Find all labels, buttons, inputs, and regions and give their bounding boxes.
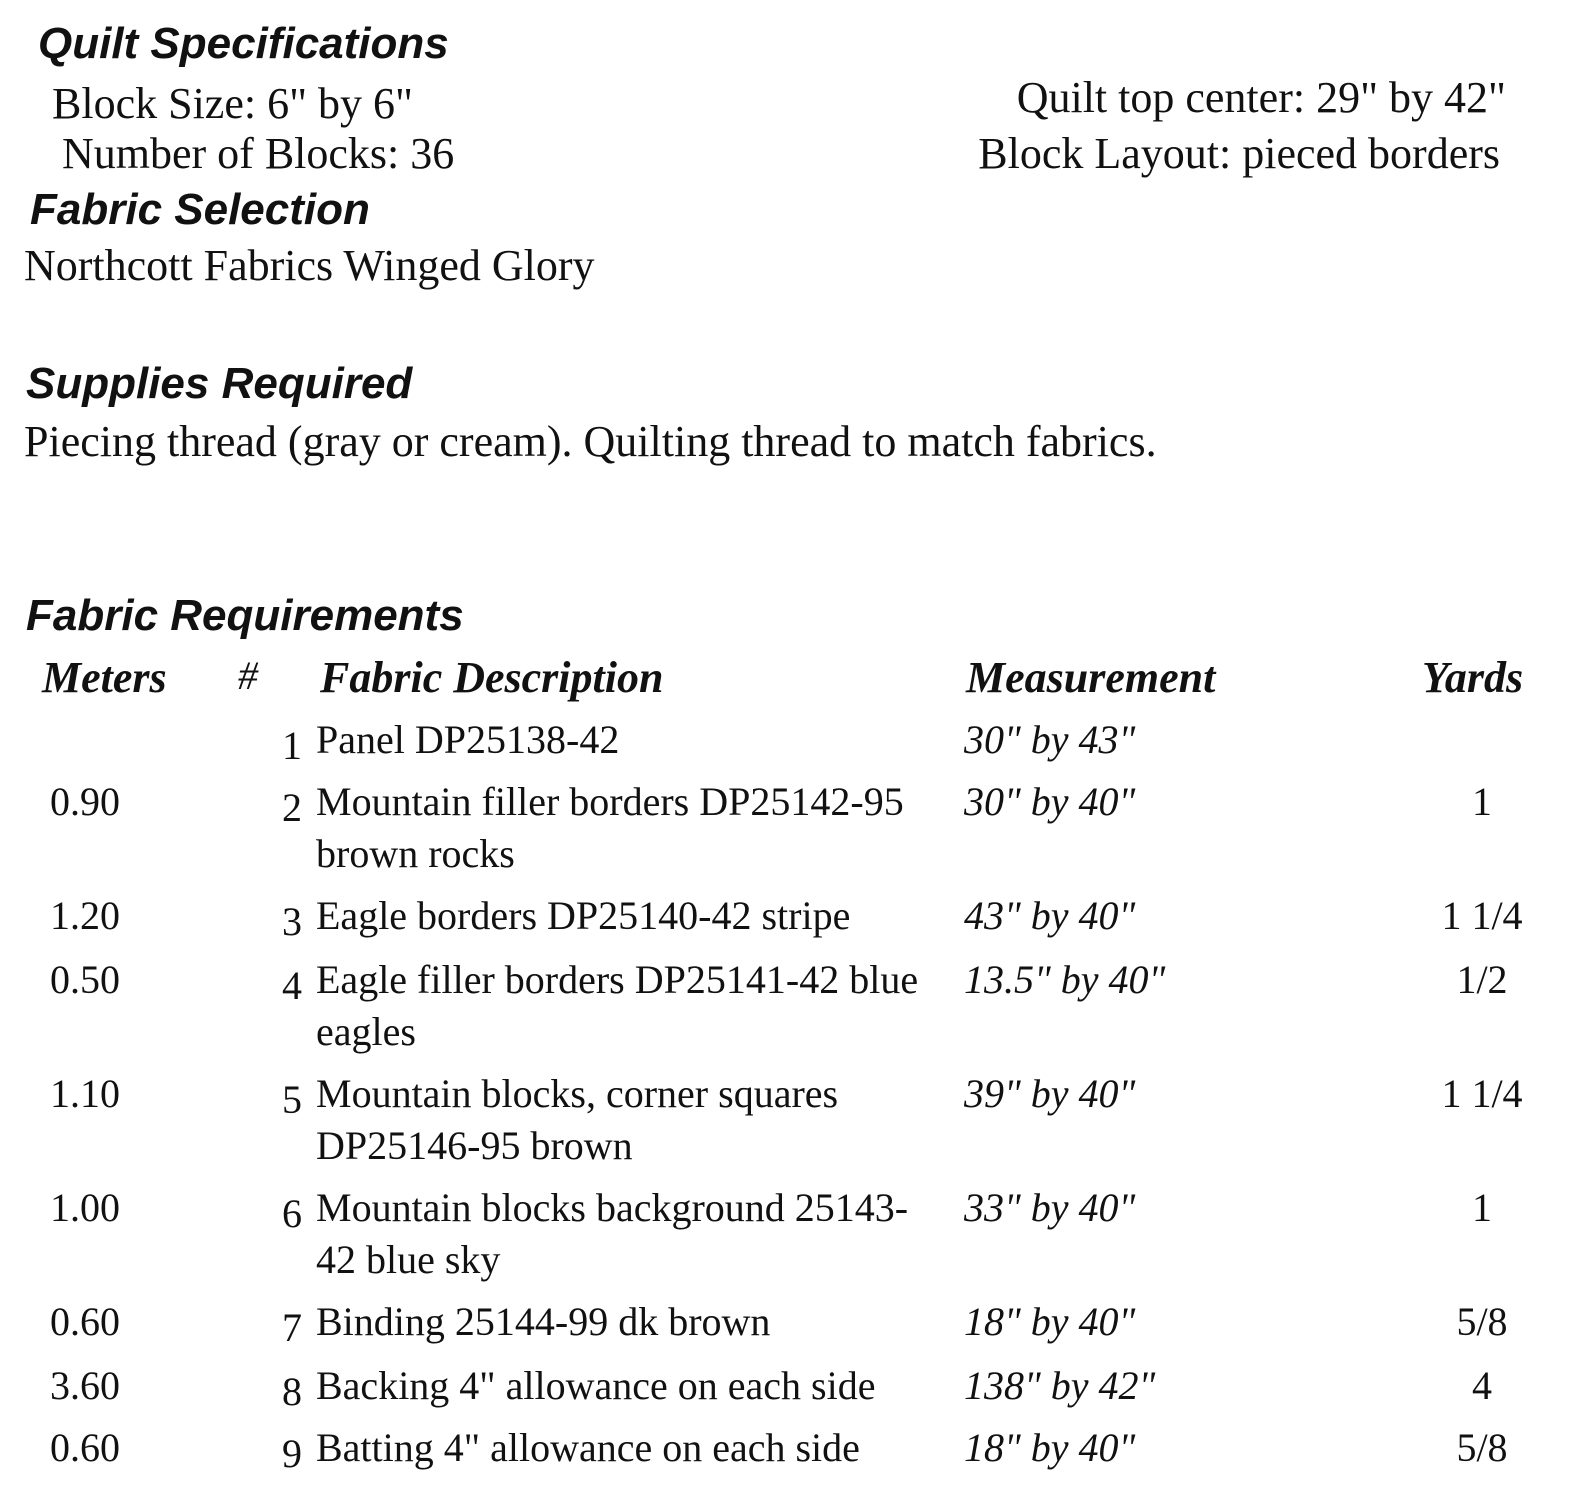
measurement-cell: 33" by 40" [964, 1185, 1136, 1230]
block-size: Block Size: 6" by 6" [52, 79, 414, 128]
yards-cell: 5/8 [1456, 1425, 1508, 1470]
meters-cell: 1.00 [50, 1185, 120, 1230]
table-row [0, 1360, 1588, 1414]
meters-cell: 0.60 [50, 1299, 120, 1344]
description-cell: Eagle filler borders DP25141-42 blue eagles [316, 957, 919, 1054]
description-cell: Mountain filler borders DP25142-95 brown rocks [316, 779, 904, 876]
table-row [0, 1068, 1588, 1168]
table-row [0, 890, 1588, 944]
measurement-cell: 18" by 40" [964, 1425, 1136, 1470]
description-cell: Panel DP25138-42 [316, 717, 620, 762]
number-cell: 5 [282, 1077, 302, 1122]
column-header-measurement: Measurement [966, 653, 1216, 702]
fabric-selection-heading: Fabric Selection [30, 185, 370, 234]
supplies-required-text: Piecing thread (gray or cream). Quilting thread to match fabrics. [24, 417, 1157, 466]
measurement-cell: 43" by 40" [964, 893, 1136, 938]
meters-cell: 3.60 [50, 1363, 120, 1408]
description-cell: Eagle borders DP25140-42 stripe [316, 893, 851, 938]
meters-cell: 1.10 [50, 1071, 120, 1116]
quilt-specifications-heading: Quilt Specifications [38, 19, 449, 68]
number-cell: 2 [282, 785, 302, 830]
table-row [0, 776, 1588, 876]
fabric-selection-text: Northcott Fabrics Winged Glory [24, 241, 595, 290]
yards-cell: 1/2 [1456, 957, 1508, 1002]
measurement-cell: 18" by 40" [964, 1299, 1136, 1344]
description-cell: Batting 4" allowance on each side [316, 1425, 860, 1470]
number-cell: 9 [282, 1431, 302, 1476]
description-cell: Backing 4" allowance on each side [316, 1363, 876, 1408]
yards-cell: 4 [1472, 1363, 1492, 1408]
quilt-top-center: Quilt top center: 29" by 42" [1016, 73, 1506, 122]
table-row [0, 1182, 1588, 1282]
number-cell: 3 [282, 899, 302, 944]
table-row [0, 954, 1588, 1054]
meters-cell: 0.90 [50, 779, 120, 824]
number-of-blocks: Number of Blocks: 36 [62, 129, 455, 178]
measurement-cell: 39" by 40" [964, 1071, 1136, 1116]
column-header-description: Fabric Description [320, 653, 664, 702]
number-cell: 8 [282, 1369, 302, 1414]
column-header-yards: Yards [1422, 653, 1524, 702]
number-cell: 6 [282, 1191, 302, 1236]
meters-cell: 1.20 [50, 893, 120, 938]
yards-cell: 1 1/4 [1441, 1071, 1523, 1116]
yards-cell: 5/8 [1456, 1299, 1508, 1344]
meters-cell: 0.50 [50, 957, 120, 1002]
description-cell: Mountain blocks background 25143-42 blue sky [316, 1185, 909, 1282]
measurement-cell: 138" by 42" [964, 1363, 1156, 1408]
measurement-cell: 30" by 40" [964, 779, 1136, 824]
meters-cell: 0.60 [50, 1425, 120, 1470]
description-cell: Mountain blocks, corner squares DP25146-95 brown [316, 1071, 839, 1168]
yards-cell: 1 1/4 [1441, 893, 1523, 938]
yards-cell: 1 [1472, 779, 1492, 824]
table-row [0, 1422, 1588, 1476]
table-row [0, 714, 1588, 768]
description-cell: Binding 25144-99 dk brown [316, 1299, 771, 1344]
number-cell: 1 [282, 723, 302, 768]
block-layout: Block Layout: pieced borders [978, 129, 1500, 178]
yards-cell: 1 [1472, 1185, 1492, 1230]
column-header-number: # [238, 653, 258, 698]
fabric-requirements-heading: Fabric Requirements [26, 591, 464, 640]
table-row [0, 1296, 1588, 1350]
measurement-cell: 30" by 43" [964, 717, 1136, 762]
column-header-meters: Meters [42, 653, 167, 702]
measurement-cell: 13.5" by 40" [964, 957, 1166, 1002]
supplies-required-heading: Supplies Required [26, 359, 413, 408]
number-cell: 7 [282, 1305, 302, 1350]
number-cell: 4 [282, 963, 302, 1008]
